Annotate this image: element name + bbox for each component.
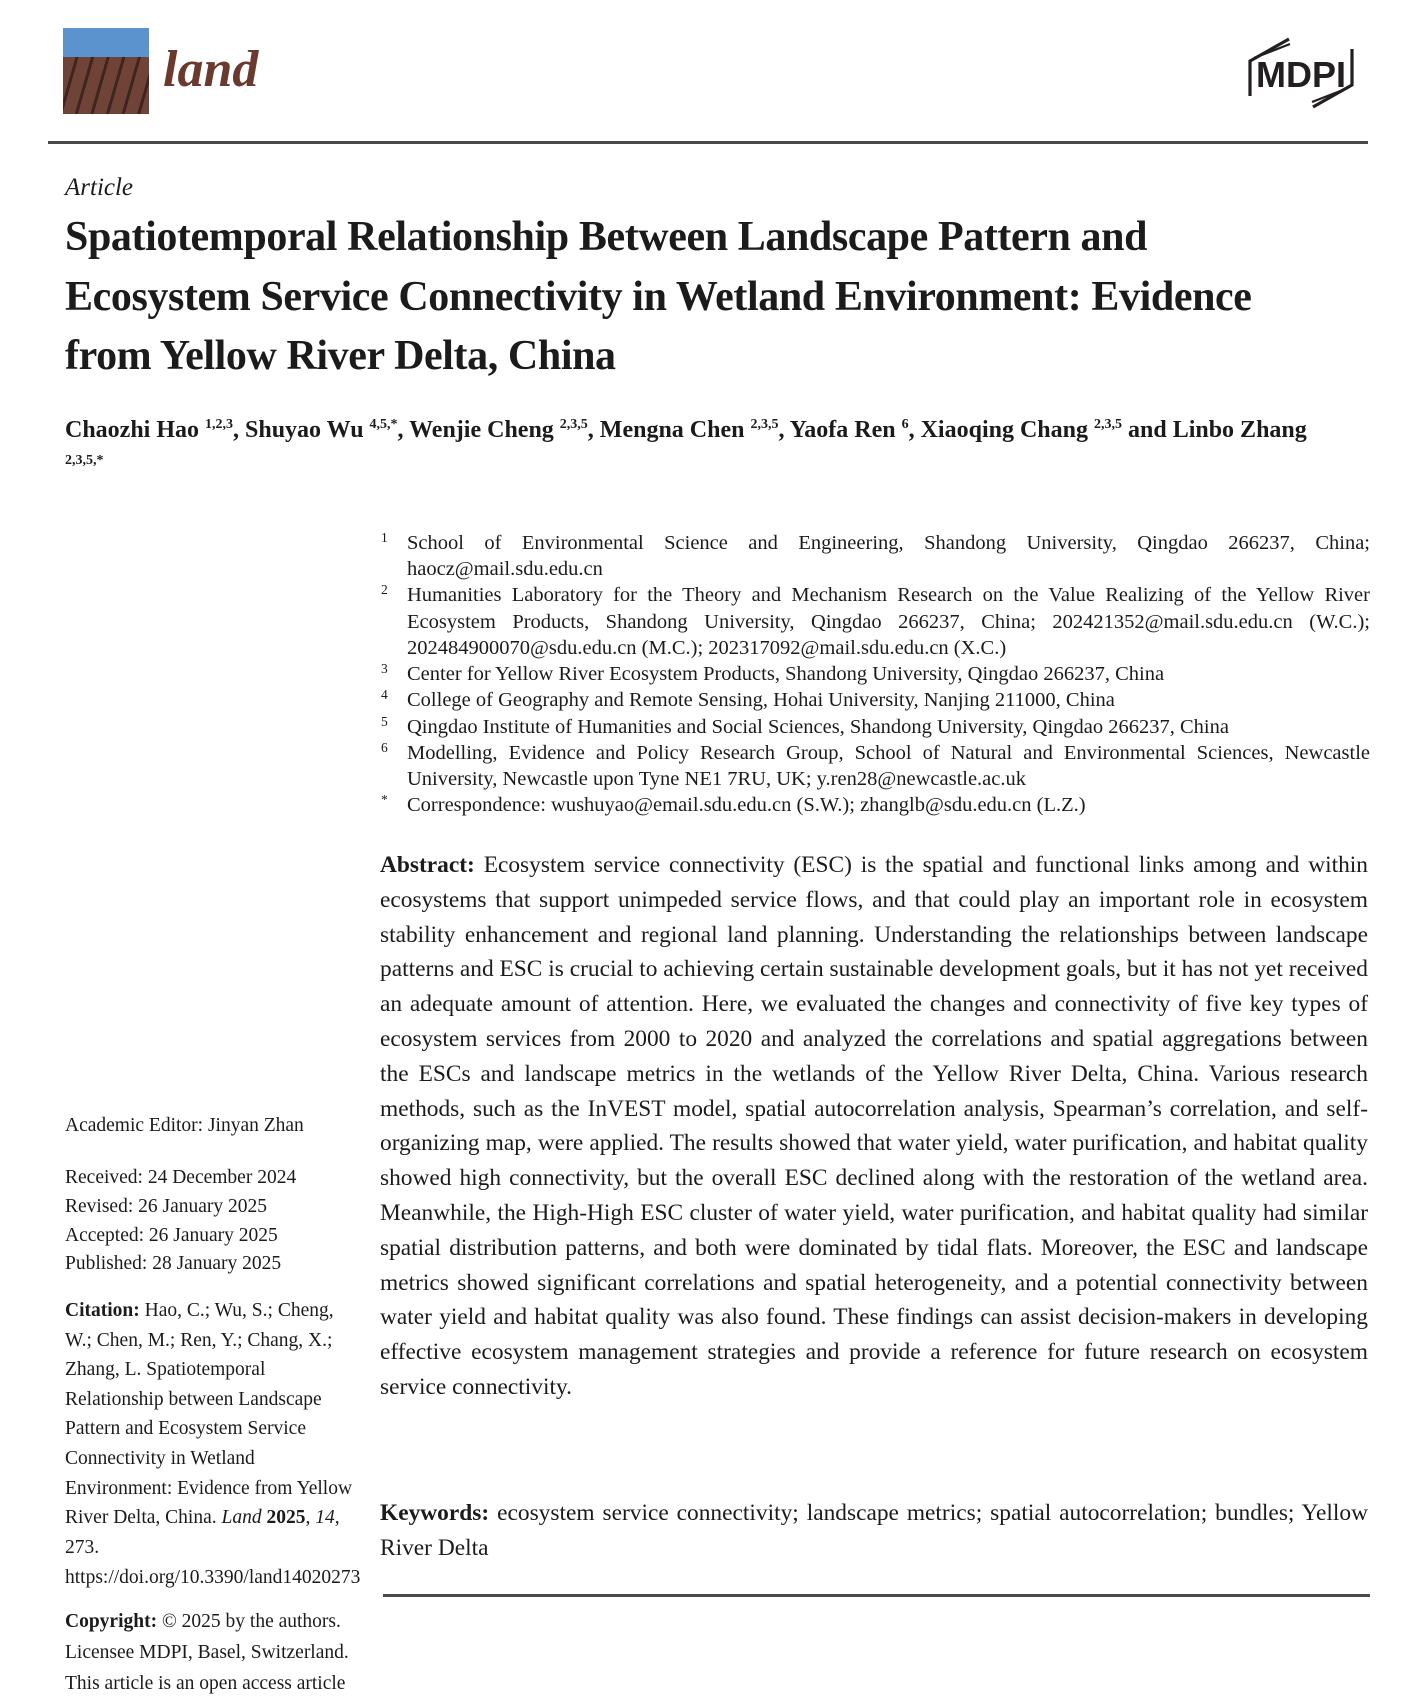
affiliation-item: [380, 714, 1370, 740]
doi-link[interactable]: https://doi.org/10.3390/land14020273: [65, 1566, 361, 1588]
citation-year: 2025: [266, 1507, 306, 1529]
affiliation-item: [380, 740, 1370, 792]
affiliation-list: [380, 530, 1370, 819]
accepted-date: Accepted: 26 January 2025: [65, 1224, 278, 1246]
sidebar-metadata: [65, 1112, 361, 1700]
affiliation-text: Center for Yellow River Ecosystem Products, Shandong University, Qingdao 266237, China: [407, 663, 1165, 686]
abstract: [380, 848, 1368, 1405]
affiliation-item: [380, 582, 1370, 661]
author-affil-sup: 2,3,5: [750, 417, 779, 432]
received-date: Received: 24 December 2024: [65, 1167, 297, 1189]
affiliation-marker: *: [381, 792, 388, 808]
keywords-label: Keywords:: [380, 1500, 490, 1526]
affiliation-item: [380, 530, 1370, 582]
citation-label: Citation:: [65, 1299, 140, 1321]
affiliation-item: [380, 687, 1370, 713]
abstract-text: Ecosystem service connectivity (ESC) is the spatial and functional links among and within ecosystems that support unimpeded service flows, and that could play an important role in ecosystem stability enhancement and regional land planning. Understanding the relationships between landscape patterns and ESC is crucial to achieving certain sustainable development goals, but it has not yet received an adequate amount of attention. Here, we evaluated the changes and connectivity of five key types of ecosystem services from 2000 to 2020 and analyzed the correlations and spatial aggregations between the ESCs and landscape metrics in the wetlands of the Yellow River Delta, China. Various research methods, such as the InVEST model, spatial autocorrelation analysis, Spearman’s correlation, and self-organizing map, were applied. The results showed that water yield, water purification, and habitat quality showed high connectivity, but the overall ESC declined along with the restoration of the wetland area. Meanwhile, the High-High ESC cluster of water yield, water purification, and habitat quality had similar spatial distribution patterns, and both were dominated by tidal flats. Moreover, the ESC and landscape metrics showed significant correlations and spatial heterogeneity, and a potential connectivity between water yield and habitat quality was also found. These findings can assist decision-makers in developing effective ecosystem management strategies and provide a reference for future research on ecosystem service connectivity.: [380, 852, 1368, 1400]
land-journal-logo-icon: [63, 28, 149, 114]
affiliation-marker: 1: [381, 530, 388, 545]
author-affil-sup: 2,3,5,*: [65, 453, 104, 468]
citation-journal: Land: [221, 1507, 267, 1529]
author: Xiaoqing Chang $^{2,3,5}$ and: [920, 417, 1173, 443]
article-type-label: Article: [65, 174, 134, 201]
citation-pages: , 273.: [65, 1507, 340, 1558]
copyright-text: © 2025 by the authors. Licensee MDPI, Basel, Switzerland. This article is an open access article: [65, 1611, 349, 1694]
revised-date: Revised: 26 January 2025: [65, 1195, 268, 1217]
affiliation-item: [380, 792, 1370, 818]
author: Linbo Zhang $^{2,3,5,*}$: [65, 417, 1307, 468]
published-date: Published: 28 January 2025: [65, 1253, 282, 1275]
affiliation-text: College of Geography and Remote Sensing, Hohai University, Nanjing 211000, China: [407, 689, 1115, 712]
copyright-block: [65, 1607, 357, 1699]
affiliation-marker: 4: [381, 687, 388, 703]
affiliation-item: [380, 661, 1370, 687]
header-divider: [48, 141, 1368, 144]
author-affil-sup: 2,3,5: [559, 417, 588, 432]
mdpi-logo-icon: [1242, 34, 1360, 112]
author-list: [65, 412, 1310, 484]
author-affil-sup: 6: [901, 417, 909, 432]
affiliation-text: Correspondence: wushuyao@email.sdu.edu.cn (S.W.); zhanglb@sdu.edu.cn (L.Z.): [407, 794, 1086, 817]
copyright-label: Copyright:: [65, 1611, 158, 1633]
affiliation-marker: 6: [381, 739, 388, 755]
author-affil-sup: 2,3,5: [1093, 417, 1122, 432]
author: Yaofa Ren $^6$,: [789, 417, 921, 443]
abstract-divider: [383, 1594, 1370, 1597]
journal-wordmark: land: [163, 41, 259, 98]
mdpi-logo-text: MDPI: [1256, 54, 1346, 95]
affiliation-marker: 5: [381, 713, 388, 729]
abstract-label: Abstract:: [380, 852, 475, 878]
author-affil-sup: 4,5,*: [369, 417, 398, 432]
author: Shuyao Wu $^{4,5,*}$,: [245, 417, 410, 443]
author: Wenjie Cheng $^{2,3,5}$,: [409, 417, 600, 443]
citation-volume: 14: [315, 1507, 335, 1529]
keywords: [380, 1496, 1368, 1566]
author-affil-sup: 1,2,3: [205, 417, 234, 432]
affiliation-text: Qingdao Institute of Humanities and Social Sciences, Shandong University, Qingdao 266237, China: [407, 715, 1229, 738]
affiliation-marker: 3: [381, 661, 388, 677]
history-dates: [65, 1164, 357, 1279]
affiliation-marker: 2: [381, 582, 388, 598]
logo-plowed-field-band: [63, 57, 149, 114]
author: Mengna Chen $^{2,3,5}$,: [599, 417, 790, 443]
logo-sky-band: [63, 28, 149, 57]
author: Chaozhi Hao $^{1,2,3}$,: [65, 417, 246, 443]
academic-editor: Academic Editor: Jinyan Zhan: [65, 1115, 304, 1136]
citation-body: Hao, C.; Wu, S.; Cheng, W.; Chen, M.; Ren, Y.; Chang, X.; Zhang, L. Spatiotemporal Relationship between Landscape Pattern and Ecosystem Service Connectivity in Wetland Environment: Evidence from Yellow River Delta, China.: [65, 1299, 353, 1529]
citation-block: Citation: Hao, C.; Wu, S.; Cheng, W.; Chen, M.; Ren, Y.; Chang, X.; Zhang, L. Spatiotemporal Relationship between Landscape Pattern and Ecosystem Service Connectivity in Wetland Environment: Evidence from Yellow River Delta, China. Land 2025, 14, 273. https://doi.org/10.3390/land14020273: [65, 1299, 361, 1588]
page-title: Spatiotemporal Relationship Between Landscape Pattern and Ecosystem Service Connectivity in Wetland Environment: Evidence from Yellow River Delta, China: [65, 214, 1252, 380]
keywords-text: ecosystem service connectivity; landscape metrics; spatial autocorrelation; bundles; Yellow River Delta: [380, 1500, 1368, 1561]
affiliation-text: Modelling, Evidence and Policy Research Group, School of Natural and Environmental Sciences, Newcastle University, Newcastle upon Tyne NE1 7RU, UK; y.ren28@newcastle.ac.uk: [407, 741, 1370, 791]
affiliation-text: School of Environmental Science and Engineering, Shandong University, Qingdao 266237, China; haocz@mail.sdu.edu.cn: [407, 532, 1370, 581]
affiliation-text: Humanities Laboratory for the Theory and Mechanism Research on the Value Realizing of the Yellow River Ecosystem Products, Shandong University, Qingdao 266237, China; 202421352@mail.sdu.edu.cn (W.C.); 202484900070@sdu.edu.cn (M.C.); 202317092@mail.sdu.edu.cn (X.C.): [407, 584, 1370, 659]
